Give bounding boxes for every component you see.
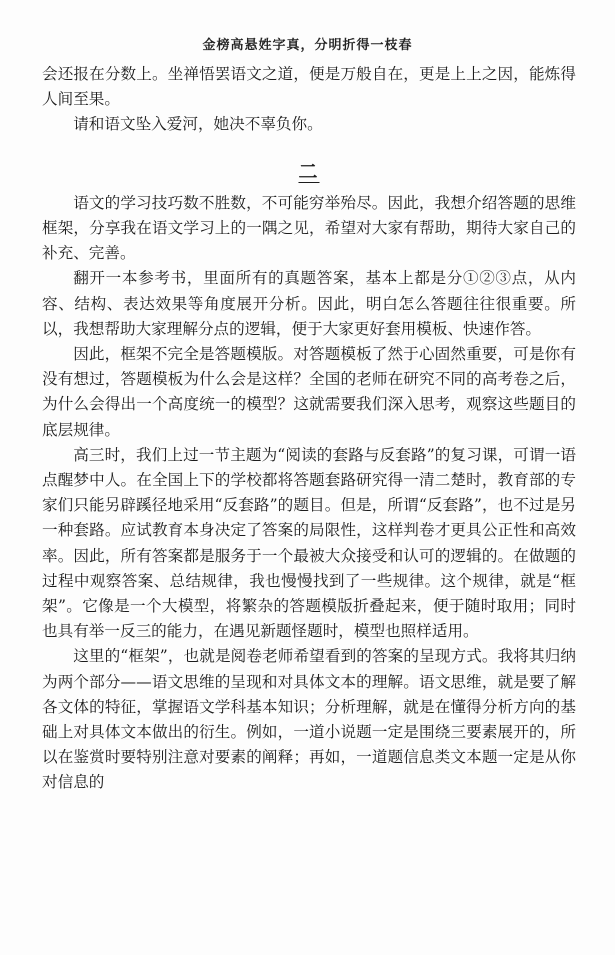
running-header-title: 金榜高悬姓字真，分明折得一枝春 [202,38,413,53]
paragraph-continued: 会还报在分数上。坐禅悟罢语文之道，便是万般自在，更是上上之因，能炼得人间至果。 [42,65,576,109]
section-heading: 二 [298,160,320,183]
paragraph: 请和语文坠入爱河，她决不辜负你。 [73,115,323,134]
paragraph: 语文的学习技巧数不胜数，不可能穷举殆尽。因此，我想介绍答题的思维框架，分享我在语文学习上的一隅之见，希望对大家有帮助，期待大家自己的补充、完善。 [42,193,576,263]
paragraph: 因此，框架不完全是答题模版。对答题模板了然于心固然重要，可是你有没有想过，答题模板为什么会是这样？全国的老师在研究不同的高考卷之后，为什么会得出一个高度统一的模型？这就需要我们深入思考，观察这些题目的底层规律。 [42,345,576,439]
body-text [42,62,576,796]
paragraph: 翻开一本参考书，里面所有的真题答案，基本上都是分①②③点，从内容、结构、表达效果等角度展开分析。因此，明白怎么答题往往很重要。所以，我想帮助大家理解分点的逻辑，便于大家更好套用模板、快速作答。 [42,269,576,338]
paragraph: 这里的“框架”，也就是阅卷老师希望看到的答案的呈现方式。我将其归纳为两个部分——语文思维的呈现和对具体文本的理解。语文思维，就是要了解各文体的特征，掌握语文学科基本知识；分析理解，就是在懂得分析方向的基础上对具体文本做出的衍生。例如，一道小说题一定是围绕三要素展开的，所以在鉴赏时要特别注意对要素的阐释；再如，一道题信息类文本题一定是从你对信息的 [42,647,576,792]
paragraph: 高三时，我们上过一节主题为“阅读的套路与反套路”的复习课，可谓一语点醒梦中人。在全国上下的学校都将答题套路研究得一清二楚时，教育部的专家们只能另辟蹊径地采用“反套路”的题目。但是，所谓“反套路”，也不过是另一种套路。应试教育本身决定了答案的局限性，这样判卷才更具公正性和高效率。因此，所有答案都是服务于一个最被大众接受和认可的逻辑的。在做题的过程中观察答案、总结规律，我也慢慢找到了一些规律。这个规律，就是“框架”。它像是一个大模型，将繁杂的答题模版折叠起来，便于随时取用；同时也具有举一反三的能力，在遇见新题怪题时，模型也照样适用。 [42,445,576,641]
